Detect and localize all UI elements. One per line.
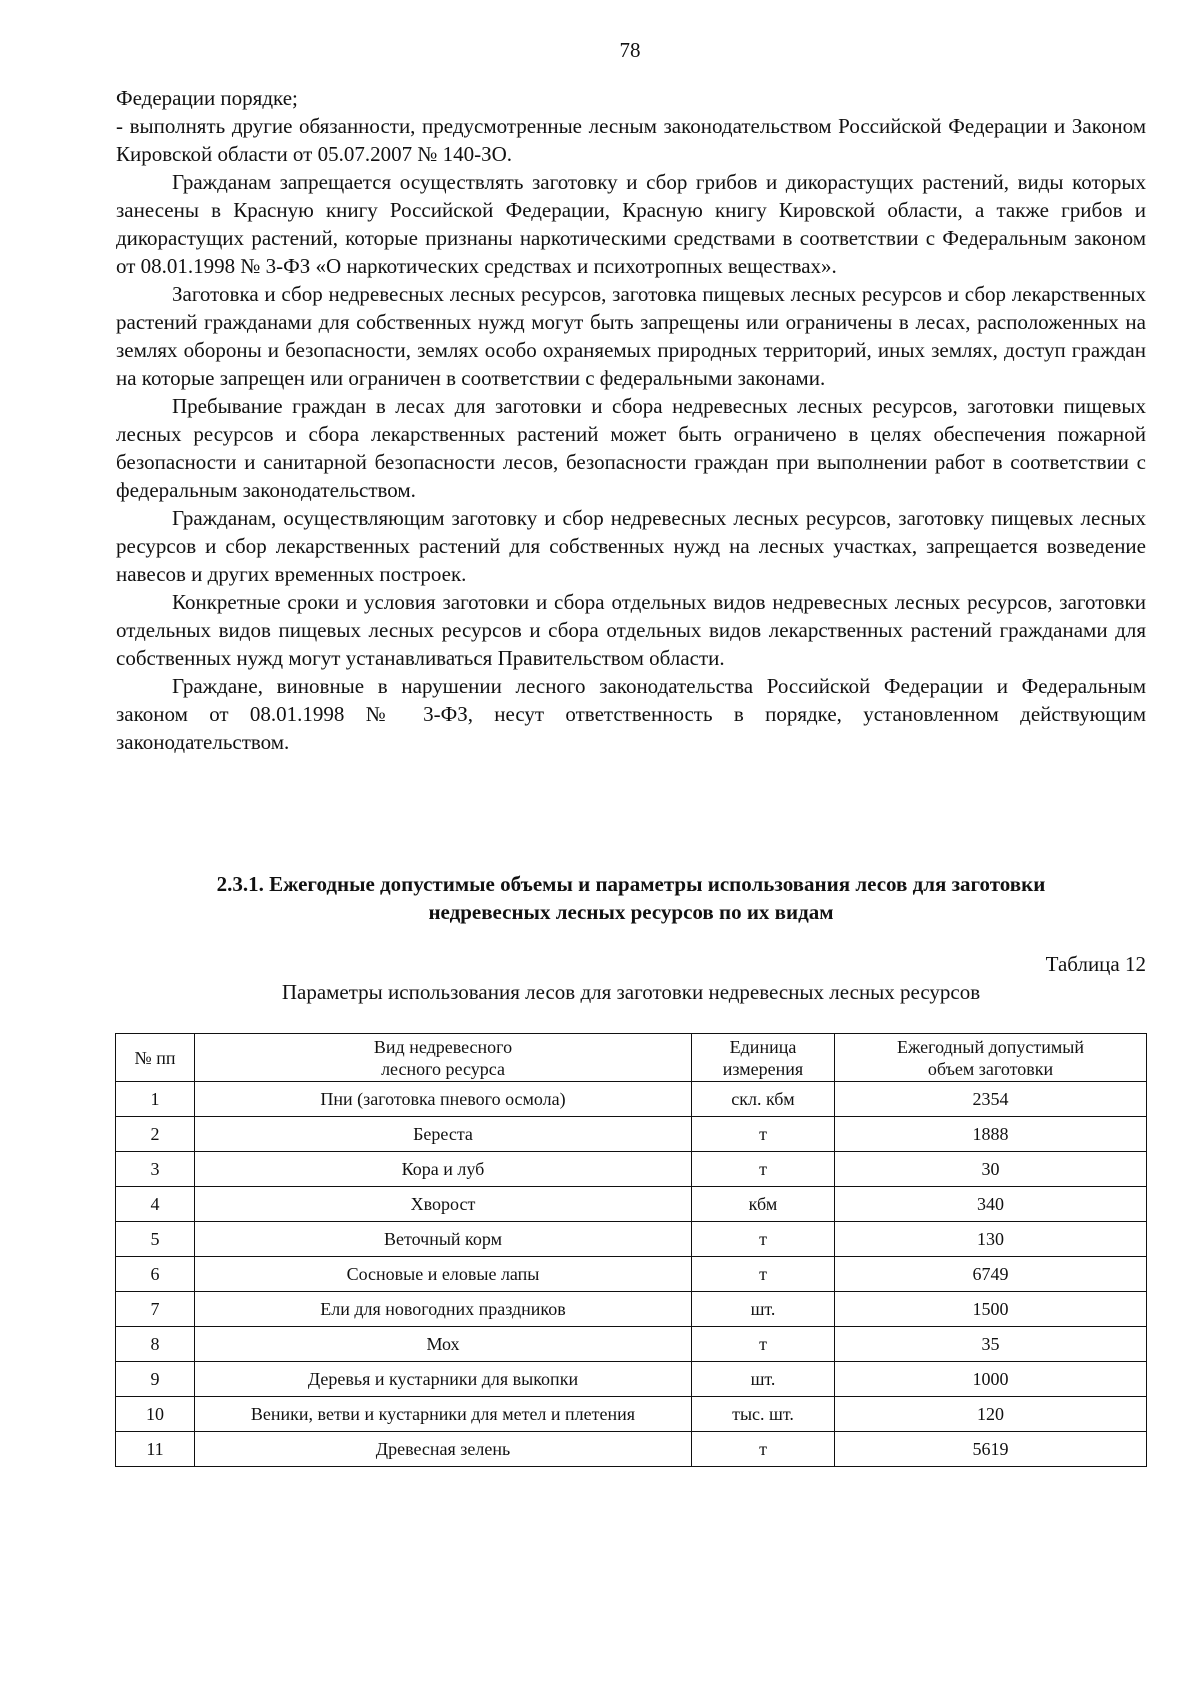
header-line: объем заготовки [927,1059,1054,1079]
table-row [116,1187,1147,1222]
table-row [116,1432,1147,1467]
cell-unit: т [692,1432,835,1467]
paragraph: - выполнять другие обязанности, предусмотренные лесным законодательством Российской Федерации и Законом Кировской области от 05.07.2007 № 140-ЗО. [116,114,1146,166]
body-text [116,84,1146,756]
cell-resource: Веточный корм [195,1222,692,1257]
cell-volume: 340 [835,1187,1147,1222]
paragraph: Конкретные сроки и условия заготовки и сбора отдельных видов недревесных лесных ресурсов, заготовки отдельных видов пищевых лесных ресурсов и сбора отдельных видов лекарственных растений гражданами для собственных нужд могут устанавливаться Правительством области. [116,590,1146,670]
section-heading-line: 2.3.1. Ежегодные допустимые объемы и параметры использования лесов для заготовки [216,872,1046,896]
cell-unit: т [692,1152,835,1187]
cell-resource: Деревья и кустарники для выкопки [195,1362,692,1397]
cell-volume: 1000 [835,1362,1147,1397]
paragraph: Пребывание граждан в лесах для заготовки и сбора недревесных лесных ресурсов, заготовки пищевых лесных ресурсов и сбора лекарственных растений может быть ограничено в целях обеспечения пожарной безопасности и санитарной безопасности лесов, безопасности граждан при выполнении работ в соответствии с федеральным законодательством. [116,394,1146,502]
cell-num: 7 [116,1292,195,1327]
cell-unit: шт. [692,1362,835,1397]
table-row [116,1397,1147,1432]
cell-volume: 2354 [835,1082,1147,1117]
parameters-table [115,1033,1147,1467]
cell-volume: 6749 [835,1257,1147,1292]
cell-resource: Ели для новогодних праздников [195,1292,692,1327]
table-row [116,1292,1147,1327]
paragraph: Заготовка и сбор недревесных лесных ресурсов, заготовка пищевых лесных ресурсов и сбор лекарственных растений гражданами для собственных нужд могут быть запрещены или ограничены в лесах, расположенных на землях обороны и безопасности, землях особо охраняемых природных территорий, иных землях, доступ граждан на которые запрещен или ограничен в соответствии с федеральными законами. [116,282,1146,390]
cell-resource: Пни (заготовка пневого осмола) [195,1082,692,1117]
header-line: Единица [729,1037,797,1057]
cell-volume: 130 [835,1222,1147,1257]
header-line: измерения [722,1059,804,1079]
cell-resource: Кора и луб [195,1152,692,1187]
header-resource-type [195,1034,692,1082]
cell-resource: Веники, ветви и кустарники для метел и плетения [195,1397,692,1432]
cell-unit: т [692,1327,835,1362]
paragraph: Гражданам запрещается осуществлять заготовку и сбор грибов и дикорастущих растений, виды которых занесены в Красную книгу Российской Федерации, Красную книгу Кировской области, а также грибов и дикорастущих растений, которые признаны наркотическими средствами в соответствии с Федеральным законом от 08.01.1998 № 3-ФЗ «О наркотических средствах и психотропных веществах». [116,170,1146,278]
table-row [116,1082,1147,1117]
table-row [116,1222,1147,1257]
cell-num: 10 [116,1397,195,1432]
cell-resource: Мох [195,1327,692,1362]
cell-num: 3 [116,1152,195,1187]
cell-unit: т [692,1117,835,1152]
table-row [116,1362,1147,1397]
cell-num: 5 [116,1222,195,1257]
table-title: Параметры использования лесов для заготовки недревесных лесных ресурсов [281,980,981,1004]
table-row [116,1257,1147,1292]
cell-resource: Хворост [195,1187,692,1222]
table-row [116,1152,1147,1187]
table-row [116,1117,1147,1152]
table-row [116,1327,1147,1362]
cell-num: 8 [116,1327,195,1362]
cell-volume: 120 [835,1397,1147,1432]
cell-resource: Древесная зелень [195,1432,692,1467]
section-heading [116,870,1146,926]
cell-num: 6 [116,1257,195,1292]
cell-volume: 1500 [835,1292,1147,1327]
cell-num: 2 [116,1117,195,1152]
cell-volume: 5619 [835,1432,1147,1467]
cell-volume: 35 [835,1327,1147,1362]
cell-volume: 30 [835,1152,1147,1187]
cell-num: 4 [116,1187,195,1222]
cell-unit: кбм [692,1187,835,1222]
cell-resource: Сосновые и еловые лапы [195,1257,692,1292]
header-annual-volume [835,1034,1147,1082]
header-line: Ежегодный допустимый [896,1037,1084,1057]
table-header-row [116,1034,1147,1082]
cell-num: 1 [116,1082,195,1117]
paragraph: Федерации порядке; [116,86,298,110]
header-line: лесного ресурса [381,1059,505,1079]
cell-unit: шт. [692,1292,835,1327]
header-num: № пп [116,1034,195,1082]
paragraph: Гражданам, осуществляющим заготовку и сбор недревесных лесных ресурсов, заготовку пищевых лесных ресурсов и сбор лекарственных растений для собственных нужд на лесных участках, запрещается возведение навесов и других временных построек. [116,506,1146,586]
table-number: Таблица 12 [1045,952,1146,976]
cell-unit: т [692,1222,835,1257]
cell-volume: 1888 [835,1117,1147,1152]
cell-num: 9 [116,1362,195,1397]
cell-unit: тыс. шт. [692,1397,835,1432]
cell-resource: Береста [195,1117,692,1152]
cell-unit: скл. кбм [692,1082,835,1117]
header-unit [692,1034,835,1082]
header-line: Вид недревесного [373,1037,513,1057]
page-number: 78 [619,38,641,62]
section-heading-line: недревесных лесных ресурсов по их видам [428,900,834,924]
cell-unit: т [692,1257,835,1292]
cell-num: 11 [116,1432,195,1467]
paragraph: Граждане, виновные в нарушении лесного законодательства Российской Федерации и Федеральным законом от 08.01.1998 № 3-ФЗ, несут ответственность в порядке, установленном действующим законодательством. [116,674,1146,754]
